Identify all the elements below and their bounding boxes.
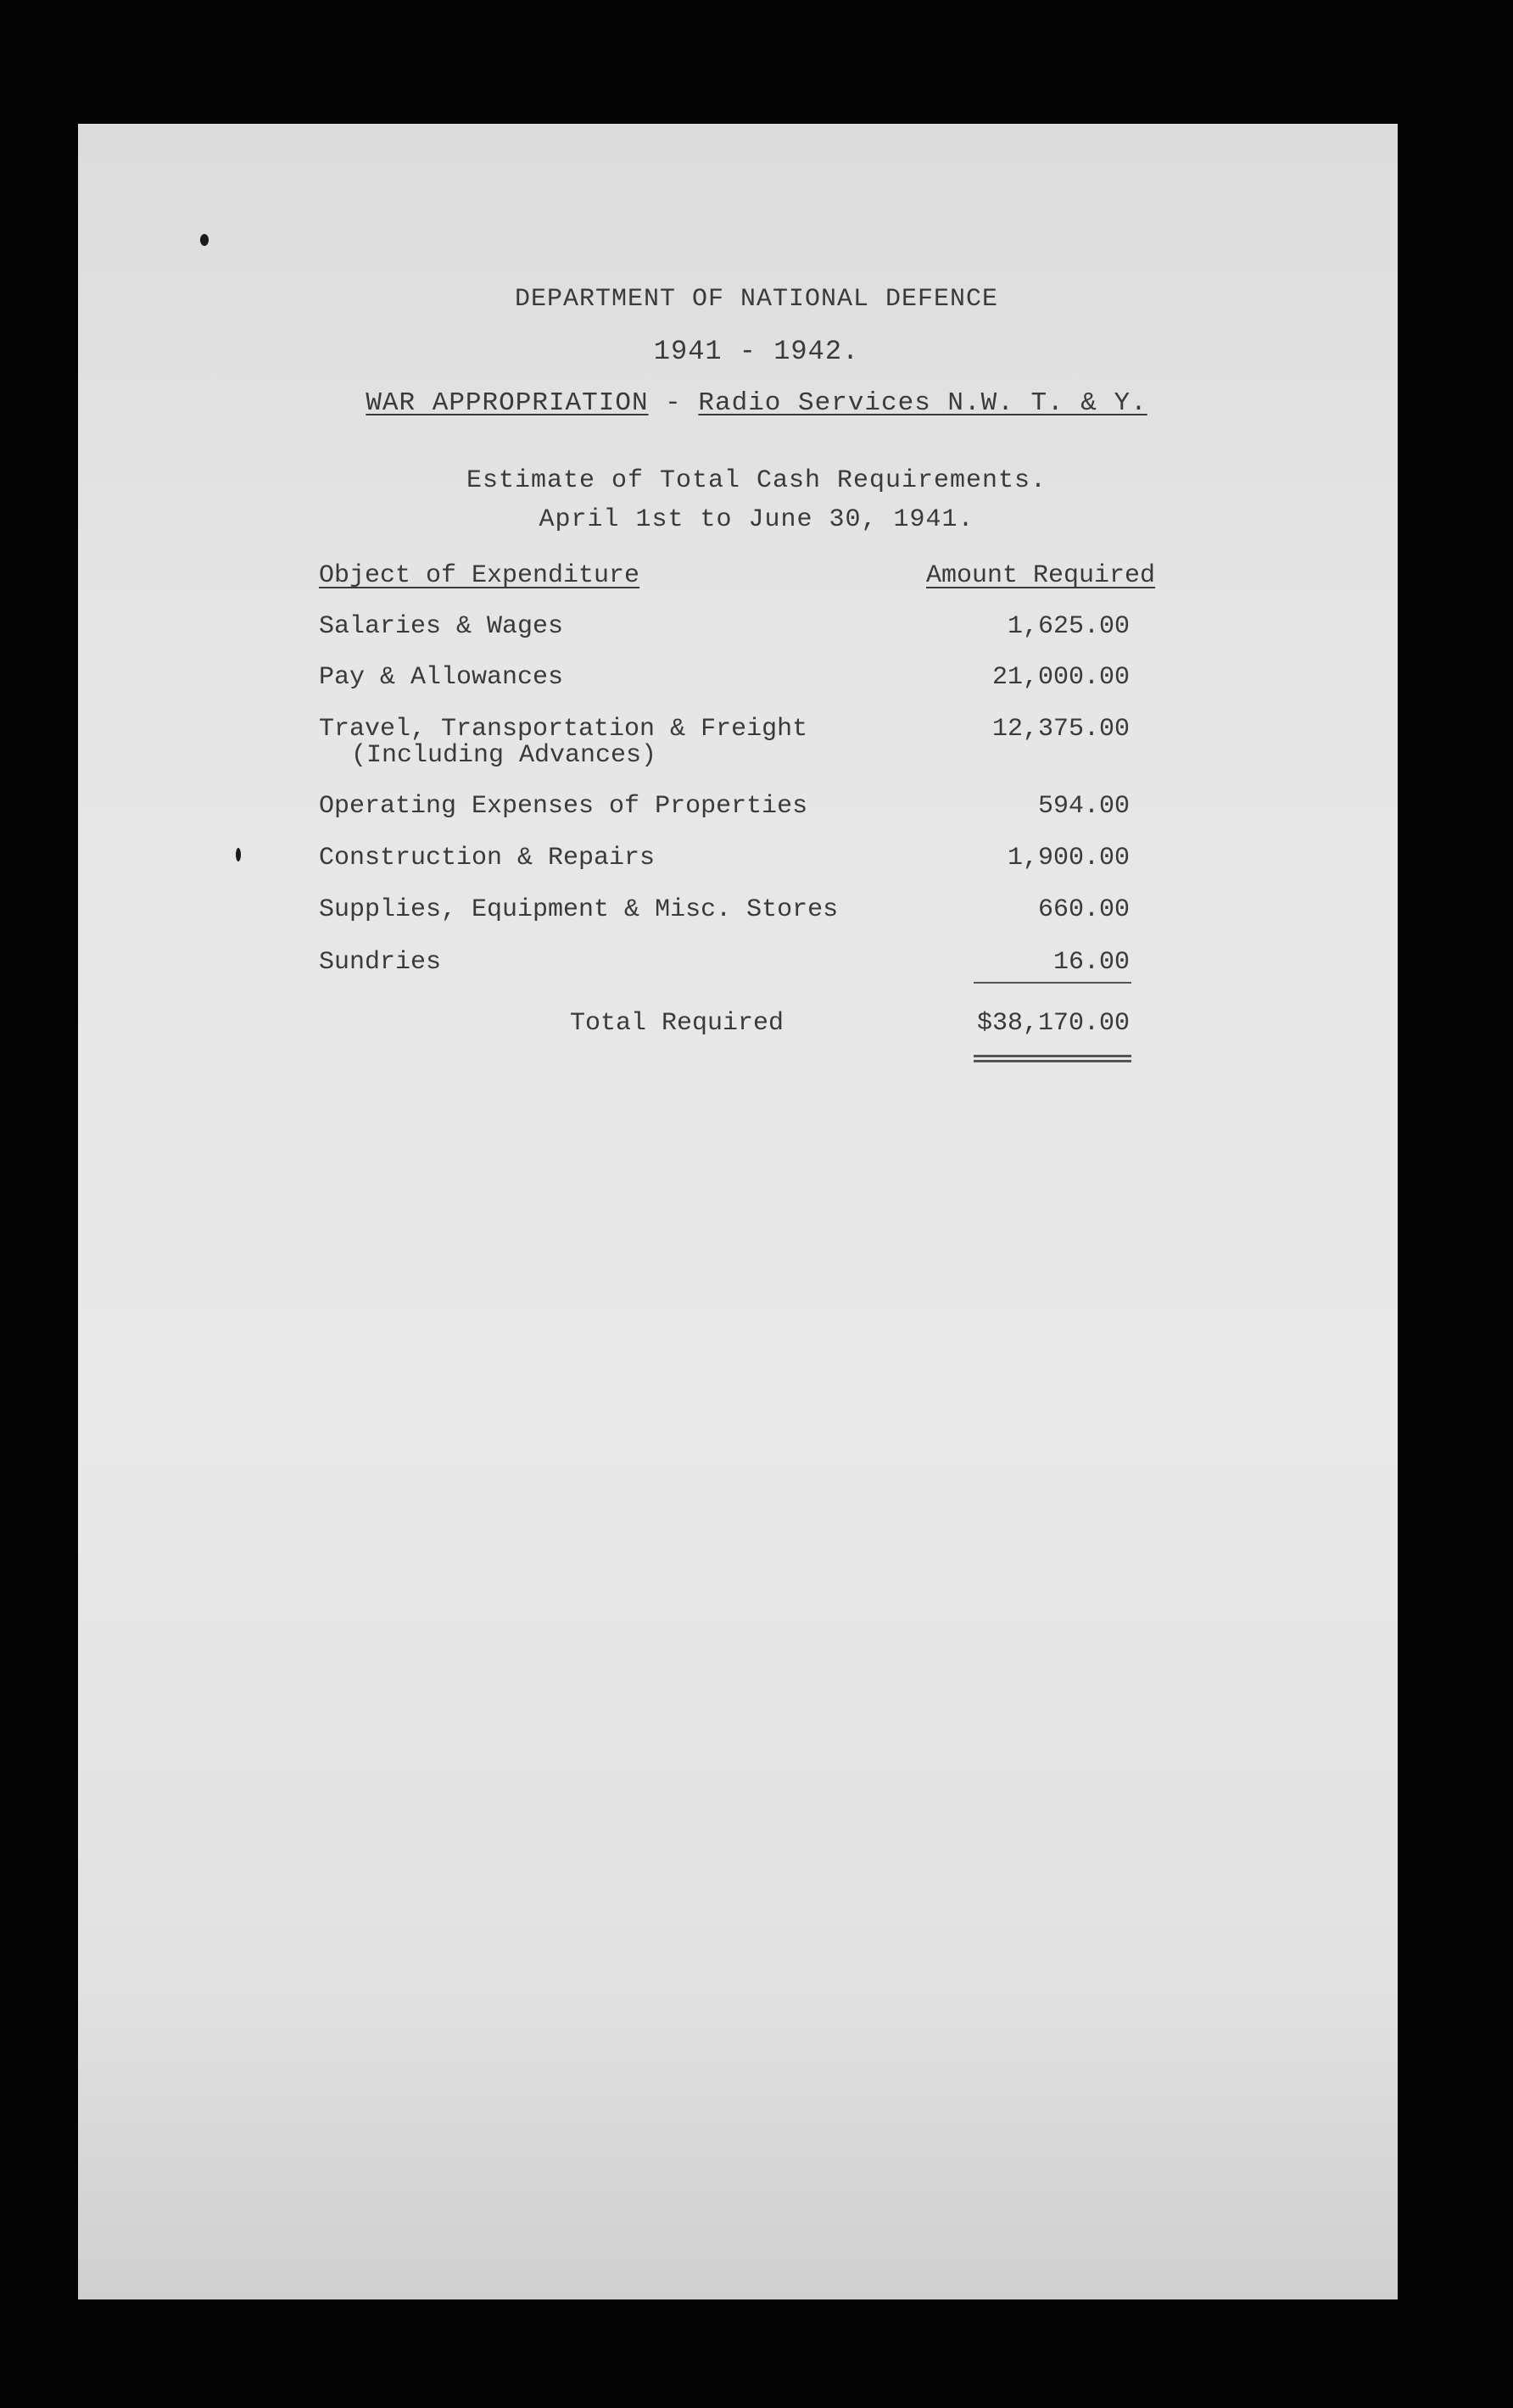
total-double-rule-top <box>974 1055 1131 1057</box>
appropriation-label: WAR APPROPRIATION <box>366 388 649 418</box>
item-amount: 12,375.00 <box>991 715 1130 744</box>
item-label: Construction & Repairs <box>319 844 656 872</box>
item-label: Travel, Transportation & Freight <box>319 715 808 744</box>
estimate-period: April 1st to June 30, 1941. <box>539 505 974 534</box>
department-heading: DEPARTMENT OF NATIONAL DEFENCE <box>514 285 999 314</box>
fiscal-year: 1941 - 1942. <box>653 336 860 367</box>
column-header-object: Object of Expenditure <box>319 561 640 590</box>
total-label: Total Required <box>570 1009 784 1038</box>
scan-mark <box>200 234 209 246</box>
item-amount: 594.00 <box>1037 792 1130 821</box>
item-amount: 16.00 <box>1052 948 1130 977</box>
total-double-rule-bottom <box>974 1060 1131 1062</box>
appropriation-separator: - <box>648 388 699 418</box>
item-amount: 660.00 <box>1037 895 1130 924</box>
scan-mark <box>236 848 241 861</box>
total-amount: $38,170.00 <box>976 1009 1130 1038</box>
item-amount: 1,625.00 <box>1007 612 1130 641</box>
appropriation-title <box>0 388 1513 418</box>
item-label: Supplies, Equipment & Misc. Stores <box>319 895 839 924</box>
document-page <box>78 124 1398 2299</box>
item-amount: 21,000.00 <box>991 663 1130 692</box>
item-label-note: (Including Advances) <box>351 741 657 770</box>
item-label: Sundries <box>319 948 442 977</box>
appropriation-service: Radio Services N.W. T. & Y. <box>698 388 1147 418</box>
item-label: Operating Expenses of Properties <box>319 792 808 821</box>
subtotal-rule <box>974 982 1131 984</box>
item-label: Pay & Allowances <box>319 663 564 692</box>
column-header-amount: Amount Required <box>926 561 1156 590</box>
item-amount: 1,900.00 <box>1007 844 1130 872</box>
item-label: Salaries & Wages <box>319 612 564 641</box>
estimate-title: Estimate of Total Cash Requirements. <box>466 466 1047 495</box>
